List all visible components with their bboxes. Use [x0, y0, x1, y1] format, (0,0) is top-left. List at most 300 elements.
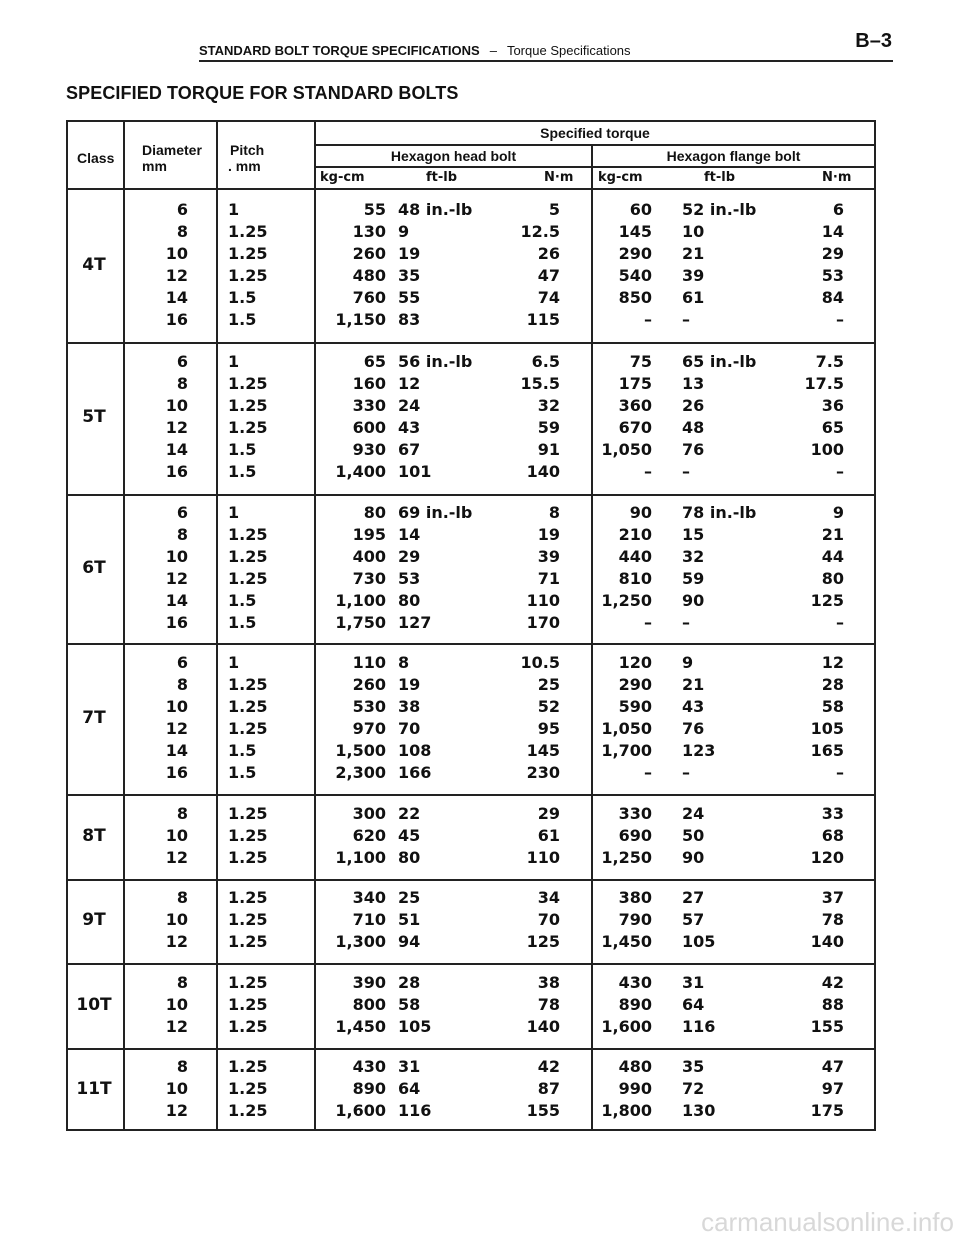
cell-d: 12: [165, 569, 188, 588]
cell-ff: 52 in.-lb: [682, 200, 757, 219]
cell-d: 10: [165, 697, 188, 716]
cell-d: 14: [165, 288, 188, 307]
cell-fk: –: [644, 462, 652, 481]
cell-d: 12: [165, 418, 188, 437]
header-hexagon-head-bolt: Hexagon head bolt: [390, 148, 517, 164]
cell-ff: 48: [682, 418, 705, 437]
cell-hk: 110: [352, 653, 386, 672]
cell-hn: 110: [526, 591, 560, 610]
cell-ff: 15: [682, 525, 705, 544]
cell-ff: 130: [682, 1101, 716, 1120]
header-pitch: Pitch: [230, 142, 265, 158]
cell-d: 16: [165, 763, 188, 782]
unit-flange-kgcm: kg-cm: [598, 170, 643, 185]
cell-hf: 22: [398, 804, 421, 823]
cell-hf: 83: [398, 310, 421, 329]
cell-p: 1.25: [228, 1079, 268, 1098]
cell-p: 1.25: [228, 826, 268, 845]
cell-p: 1.25: [228, 995, 268, 1014]
cell-p: 1: [228, 653, 240, 672]
cell-hf: 80: [398, 591, 421, 610]
cell-fk: 120: [618, 653, 652, 672]
cell-d: 6: [176, 200, 188, 219]
cell-hk: 1,500: [335, 741, 386, 760]
section-title: STANDARD BOLT TORQUE SPECIFICATIONS: [199, 43, 480, 58]
cell-hn: 115: [526, 310, 560, 329]
cell-hf: 14: [398, 525, 421, 544]
cell-hk: 620: [352, 826, 386, 845]
cell-hk: 55: [363, 200, 386, 219]
cell-hk: 2,300: [335, 763, 386, 782]
cell-hk: 130: [352, 222, 386, 241]
cell-hn: 70: [537, 910, 560, 929]
cell-fk: 210: [618, 525, 652, 544]
cell-p: 1.5: [228, 763, 257, 782]
cell-d: 16: [165, 310, 188, 329]
cell-ff: 21: [682, 675, 705, 694]
cell-hn: 87: [537, 1079, 560, 1098]
cell-fn: 53: [821, 266, 844, 285]
cell-hn: 140: [526, 462, 560, 481]
cell-hn: 8: [548, 503, 560, 522]
cell-fn: 155: [810, 1017, 844, 1036]
class-label: 10T: [76, 995, 112, 1015]
cell-fn: 7.5: [815, 352, 844, 371]
cell-hf: 28: [398, 973, 421, 992]
cell-hf: 24: [398, 396, 421, 415]
cell-d: 8: [176, 374, 188, 393]
cell-hk: 300: [352, 804, 386, 823]
cell-hn: 34: [537, 888, 560, 907]
cell-hn: 140: [526, 1017, 560, 1036]
cell-hf: 101: [398, 462, 432, 481]
cell-fn: 42: [821, 973, 844, 992]
cell-fn: 88: [821, 995, 844, 1014]
cell-hk: 530: [352, 697, 386, 716]
cell-hf: 51: [398, 910, 421, 929]
cell-hf: 53: [398, 569, 421, 588]
cell-fn: 33: [821, 804, 844, 823]
cell-hk: 1,450: [335, 1017, 386, 1036]
cell-hk: 1,600: [335, 1101, 386, 1120]
cell-fn: 125: [810, 591, 844, 610]
header-specified-torque: Specified torque: [540, 125, 650, 141]
cell-hf: 58: [398, 995, 421, 1014]
cell-hf: 38: [398, 697, 421, 716]
cell-ff: –: [682, 763, 690, 782]
cell-fk: –: [644, 613, 652, 632]
cell-hf: 67: [398, 440, 421, 459]
cell-ff: 116: [682, 1017, 716, 1036]
cell-d: 16: [165, 462, 188, 481]
cell-fn: 17.5: [804, 374, 844, 393]
torque-table: [66, 120, 876, 1131]
cell-hk: 390: [352, 973, 386, 992]
cell-hf: 108: [398, 741, 432, 760]
cell-fn: 37: [821, 888, 844, 907]
cell-fn: –: [836, 763, 844, 782]
cell-hk: 970: [352, 719, 386, 738]
cell-hn: 145: [526, 741, 560, 760]
header-rule: [199, 60, 893, 62]
cell-ff: 61: [682, 288, 705, 307]
group-divider: [68, 794, 874, 796]
cell-hn: 91: [537, 440, 560, 459]
class-label: 4T: [82, 255, 106, 275]
cell-ff: 10: [682, 222, 705, 241]
cell-p: 1: [228, 503, 240, 522]
cell-fn: 100: [810, 440, 844, 459]
cell-fn: 175: [810, 1101, 844, 1120]
cell-p: 1.25: [228, 569, 268, 588]
cell-ff: –: [682, 310, 690, 329]
cell-p: 1.25: [228, 804, 268, 823]
cell-p: 1.25: [228, 932, 268, 951]
cell-p: 1.25: [228, 1017, 268, 1036]
cell-hk: 890: [352, 1079, 386, 1098]
cell-fk: 1,250: [601, 848, 652, 867]
cell-hn: 71: [537, 569, 560, 588]
cell-hf: 25: [398, 888, 421, 907]
cell-hk: 160: [352, 374, 386, 393]
cell-hf: 69 in.-lb: [398, 503, 473, 522]
cell-fn: 97: [821, 1079, 844, 1098]
class-label: 11T: [76, 1079, 112, 1099]
cell-hk: 1,150: [335, 310, 386, 329]
cell-fk: 60: [629, 200, 652, 219]
cell-p: 1.25: [228, 910, 268, 929]
cell-hk: 260: [352, 675, 386, 694]
cell-fn: –: [836, 613, 844, 632]
header-separator: –: [489, 43, 497, 58]
cell-ff: 90: [682, 591, 705, 610]
cell-fk: 480: [618, 1057, 652, 1076]
cell-ff: 72: [682, 1079, 705, 1098]
cell-ff: 13: [682, 374, 705, 393]
cell-fn: 80: [821, 569, 844, 588]
cell-d: 10: [165, 1079, 188, 1098]
cell-hf: 70: [398, 719, 421, 738]
cell-p: 1.5: [228, 591, 257, 610]
cell-fn: 47: [821, 1057, 844, 1076]
cell-hf: 116: [398, 1101, 432, 1120]
cell-hn: 125: [526, 932, 560, 951]
cell-fk: 590: [618, 697, 652, 716]
group-divider: [68, 963, 874, 965]
cell-fk: 540: [618, 266, 652, 285]
cell-hn: 59: [537, 418, 560, 437]
cell-d: 12: [165, 1017, 188, 1036]
cell-fk: 290: [618, 244, 652, 263]
cell-p: 1.25: [228, 973, 268, 992]
group-divider: [68, 879, 874, 881]
cell-hk: 195: [352, 525, 386, 544]
cell-d: 8: [176, 675, 188, 694]
cell-fn: 29: [821, 244, 844, 263]
cell-fk: 790: [618, 910, 652, 929]
cell-fn: 9: [832, 503, 844, 522]
cell-hf: 127: [398, 613, 432, 632]
cell-d: 12: [165, 266, 188, 285]
cell-fn: 165: [810, 741, 844, 760]
cell-hn: 95: [537, 719, 560, 738]
cell-fk: 90: [629, 503, 652, 522]
cell-fk: 175: [618, 374, 652, 393]
cell-hk: 1,750: [335, 613, 386, 632]
cell-d: 6: [176, 653, 188, 672]
cell-fk: 670: [618, 418, 652, 437]
cell-hn: 32: [537, 396, 560, 415]
cell-ff: 78 in.-lb: [682, 503, 757, 522]
cell-p: 1.25: [228, 1057, 268, 1076]
cell-hn: 78: [537, 995, 560, 1014]
cell-fk: 330: [618, 804, 652, 823]
cell-p: 1: [228, 352, 240, 371]
cell-fk: 850: [618, 288, 652, 307]
header-diameter-unit: mm: [142, 158, 167, 174]
cell-fk: 890: [618, 995, 652, 1014]
cell-fn: –: [836, 310, 844, 329]
cell-d: 8: [176, 222, 188, 241]
cell-ff: 64: [682, 995, 705, 1014]
page-number: B–3: [855, 30, 892, 52]
cell-hk: 800: [352, 995, 386, 1014]
cell-p: 1.25: [228, 697, 268, 716]
cell-p: 1.5: [228, 310, 257, 329]
cell-p: 1.25: [228, 675, 268, 694]
cell-fk: 380: [618, 888, 652, 907]
cell-hn: 12.5: [520, 222, 560, 241]
cell-hk: 330: [352, 396, 386, 415]
cell-ff: 123: [682, 741, 716, 760]
cell-hf: 55: [398, 288, 421, 307]
cell-ff: 90: [682, 848, 705, 867]
col-divider-diameter: [216, 122, 218, 1131]
cell-hn: 6.5: [531, 352, 560, 371]
cell-fk: 990: [618, 1079, 652, 1098]
cell-hn: 47: [537, 266, 560, 285]
cell-ff: 50: [682, 826, 705, 845]
cell-fn: 105: [810, 719, 844, 738]
cell-fk: 1,600: [601, 1017, 652, 1036]
cell-hn: 29: [537, 804, 560, 823]
header-rule-specified: [314, 144, 874, 146]
cell-p: 1.5: [228, 462, 257, 481]
cell-hn: 5: [548, 200, 560, 219]
cell-ff: 21: [682, 244, 705, 263]
cell-hk: 1,400: [335, 462, 386, 481]
cell-hk: 1,100: [335, 591, 386, 610]
cell-fn: 6: [832, 200, 844, 219]
cell-hk: 1,100: [335, 848, 386, 867]
cell-ff: 59: [682, 569, 705, 588]
cell-p: 1.25: [228, 244, 268, 263]
cell-d: 6: [176, 352, 188, 371]
cell-hn: 19: [537, 525, 560, 544]
cell-fn: 140: [810, 932, 844, 951]
cell-ff: –: [682, 613, 690, 632]
cell-p: 1.25: [228, 888, 268, 907]
cell-hk: 710: [352, 910, 386, 929]
cell-fk: 145: [618, 222, 652, 241]
cell-ff: 65 in.-lb: [682, 352, 757, 371]
cell-d: 14: [165, 440, 188, 459]
group-divider: [68, 342, 874, 344]
cell-ff: 24: [682, 804, 705, 823]
cell-d: 12: [165, 1101, 188, 1120]
cell-ff: 105: [682, 932, 716, 951]
cell-hn: 15.5: [520, 374, 560, 393]
class-label: 5T: [82, 407, 106, 427]
cell-ff: 27: [682, 888, 705, 907]
cell-d: 16: [165, 613, 188, 632]
cell-p: 1.5: [228, 613, 257, 632]
cell-d: 10: [165, 244, 188, 263]
cell-p: 1.25: [228, 848, 268, 867]
cell-hf: 29: [398, 547, 421, 566]
cell-hn: 52: [537, 697, 560, 716]
cell-hf: 19: [398, 675, 421, 694]
cell-hn: 39: [537, 547, 560, 566]
cell-p: 1.25: [228, 266, 268, 285]
unit-flange-ftlb: ft-lb: [704, 170, 736, 185]
cell-hk: 340: [352, 888, 386, 907]
cell-hf: 43: [398, 418, 421, 437]
cell-hk: 430: [352, 1057, 386, 1076]
cell-ff: 35: [682, 1057, 705, 1076]
cell-ff: 43: [682, 697, 705, 716]
cell-hf: 80: [398, 848, 421, 867]
cell-hn: 10.5: [520, 653, 560, 672]
cell-p: 1.25: [228, 525, 268, 544]
cell-hk: 600: [352, 418, 386, 437]
cell-fn: –: [836, 462, 844, 481]
cell-fk: 1,800: [601, 1101, 652, 1120]
cell-d: 12: [165, 932, 188, 951]
cell-fk: 810: [618, 569, 652, 588]
cell-fk: 430: [618, 973, 652, 992]
cell-hk: 730: [352, 569, 386, 588]
header-class: Class: [77, 150, 115, 166]
cell-d: 14: [165, 591, 188, 610]
cell-fn: 14: [821, 222, 844, 241]
cell-d: 12: [165, 848, 188, 867]
cell-d: 6: [176, 503, 188, 522]
cell-fk: 440: [618, 547, 652, 566]
cell-hk: 1,300: [335, 932, 386, 951]
cell-fn: 58: [821, 697, 844, 716]
cell-ff: 39: [682, 266, 705, 285]
cell-hf: 48 in.-lb: [398, 200, 473, 219]
cell-hf: 35: [398, 266, 421, 285]
cell-fk: 1,450: [601, 932, 652, 951]
cell-hk: 80: [363, 503, 386, 522]
class-label: 8T: [82, 826, 106, 846]
cell-p: 1.25: [228, 547, 268, 566]
cell-hk: 260: [352, 244, 386, 263]
cell-hn: 26: [537, 244, 560, 263]
cell-fk: 1,050: [601, 719, 652, 738]
cell-hf: 56 in.-lb: [398, 352, 473, 371]
cell-ff: 76: [682, 440, 705, 459]
cell-hf: 94: [398, 932, 421, 951]
running-header: [199, 30, 892, 60]
cell-d: 8: [176, 973, 188, 992]
cell-fn: 68: [821, 826, 844, 845]
cell-d: 10: [165, 910, 188, 929]
cell-hk: 65: [363, 352, 386, 371]
unit-flange-nm: N·m: [822, 170, 852, 185]
cell-ff: 32: [682, 547, 705, 566]
col-divider-head-flange: [591, 144, 593, 1131]
cell-p: 1.25: [228, 1101, 268, 1120]
cell-p: 1.5: [228, 440, 257, 459]
cell-hk: 400: [352, 547, 386, 566]
cell-fn: 84: [821, 288, 844, 307]
cell-fn: 44: [821, 547, 844, 566]
cell-hn: 38: [537, 973, 560, 992]
cell-d: 8: [176, 1057, 188, 1076]
class-label: 9T: [82, 910, 106, 930]
cell-hf: 45: [398, 826, 421, 845]
watermark: carmanualsonline.info: [701, 1207, 954, 1237]
cell-fk: 75: [629, 352, 652, 371]
cell-ff: 26: [682, 396, 705, 415]
cell-hn: 42: [537, 1057, 560, 1076]
col-divider-class: [123, 122, 125, 1131]
unit-head-ftlb: ft-lb: [426, 170, 458, 185]
unit-head-nm: N·m: [544, 170, 574, 185]
cell-p: 1: [228, 200, 240, 219]
cell-d: 8: [176, 888, 188, 907]
cell-p: 1.25: [228, 719, 268, 738]
cell-fk: –: [644, 310, 652, 329]
cell-hn: 61: [537, 826, 560, 845]
cell-d: 8: [176, 525, 188, 544]
cell-fk: 290: [618, 675, 652, 694]
header-hexagon-flange-bolt: Hexagon flange bolt: [666, 148, 801, 164]
cell-fn: 65: [821, 418, 844, 437]
cell-d: 12: [165, 719, 188, 738]
page-title: SPECIFIED TORQUE FOR STANDARD BOLTS: [66, 83, 459, 103]
cell-hn: 155: [526, 1101, 560, 1120]
cell-d: 14: [165, 741, 188, 760]
cell-d: 10: [165, 396, 188, 415]
cell-hn: 230: [526, 763, 560, 782]
header-pitch-unit: . mm: [228, 158, 261, 174]
class-label: 6T: [82, 558, 106, 578]
group-divider: [68, 1048, 874, 1050]
cell-hn: 25: [537, 675, 560, 694]
cell-hf: 19: [398, 244, 421, 263]
cell-hk: 760: [352, 288, 386, 307]
cell-ff: –: [682, 462, 690, 481]
cell-fk: 690: [618, 826, 652, 845]
cell-hn: 74: [537, 288, 560, 307]
cell-hk: 930: [352, 440, 386, 459]
cell-hf: 31: [398, 1057, 421, 1076]
cell-fn: 36: [821, 396, 844, 415]
cell-fk: 1,250: [601, 591, 652, 610]
cell-hn: 110: [526, 848, 560, 867]
group-divider: [68, 494, 874, 496]
cell-p: 1.5: [228, 288, 257, 307]
cell-p: 1.25: [228, 396, 268, 415]
cell-ff: 9: [682, 653, 694, 672]
cell-fk: 1,050: [601, 440, 652, 459]
section-subtitle: Torque Specifications: [506, 43, 631, 58]
cell-fn: 12: [821, 653, 844, 672]
